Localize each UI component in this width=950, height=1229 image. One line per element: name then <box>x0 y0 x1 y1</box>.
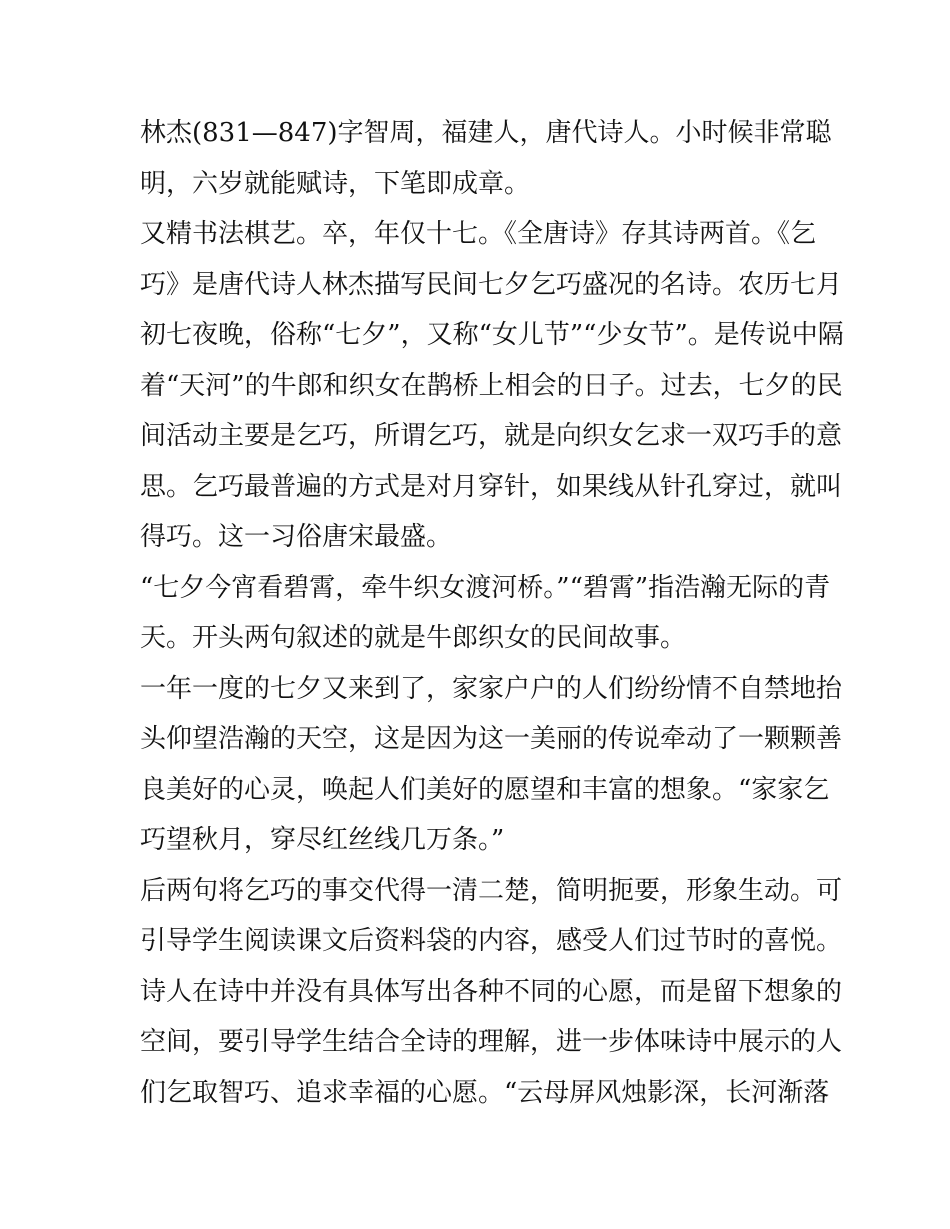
text-line: 空间，要引导学生结合全诗的理解，进一步体味诗中展示的人 <box>140 1027 843 1057</box>
text-line: 一年一度的七夕又来到了，家家户户的人们纷纷情不自禁地抬 <box>140 673 843 704</box>
text-line: 巧望秋月，穿尽红丝线几万条。” <box>140 825 505 855</box>
text-line: 诗人在诗中并没有具体写出各种不同的心愿，而是留下想象的 <box>140 976 843 1007</box>
text-line: 天。开头两句叙述的就是牛郎织女的民间故事。 <box>140 623 687 653</box>
text-line: 头仰望浩瀚的天空，这是因为这一美丽的传说牵动了一颗颗善 <box>140 724 843 754</box>
text-line: 后两句将乞巧的事交代得一清二楚，简明扼要，形象生动。可 <box>140 875 843 906</box>
text-line: 良美好的心灵，唤起人们美好的愿望和丰富的想象。“家家乞 <box>140 774 830 805</box>
text-line: “七夕今宵看碧霄，牵牛织女渡河桥。”“碧霄”指浩瀚无际的青 <box>140 572 831 603</box>
text-line: 巧》是唐代诗人林杰描写民间七夕乞巧盛况的名诗。农历七月 <box>140 269 843 300</box>
document-body <box>140 108 844 1118</box>
text-line: 引导学生阅读课文后资料袋的内容，感受人们过节时的喜悦。 <box>140 926 843 956</box>
text-line: 得巧。这一习俗唐宋最盛。 <box>140 522 453 552</box>
text-line: 着“天河”的牛郎和织女在鹊桥上相会的日子。过去，七夕的民 <box>140 370 843 401</box>
text-line: 们乞取智巧、追求幸福的心愿。“云母屏风烛影深，长河渐落 <box>140 1077 830 1108</box>
text-line: 明，六岁就能赋诗，下笔即成章。 <box>140 168 531 199</box>
text-line: 林杰(831—847)字智周，福建人，唐代诗人。小时候非常聪 <box>140 118 832 148</box>
text-line: 又精书法棋艺。卒，年仅十七。《全唐诗》存其诗两首。《乞 <box>140 219 817 249</box>
text-line: 间活动主要是乞巧，所谓乞巧，就是向织女乞求一双巧手的意 <box>140 421 843 451</box>
text-line: 思。乞巧最普遍的方式是对月穿针，如果线从针孔穿过，就叫 <box>140 471 843 502</box>
text-line: 初七夜晚，俗称“七夕”，又称“女儿节”“少女节”。是传说中隔 <box>140 320 844 350</box>
